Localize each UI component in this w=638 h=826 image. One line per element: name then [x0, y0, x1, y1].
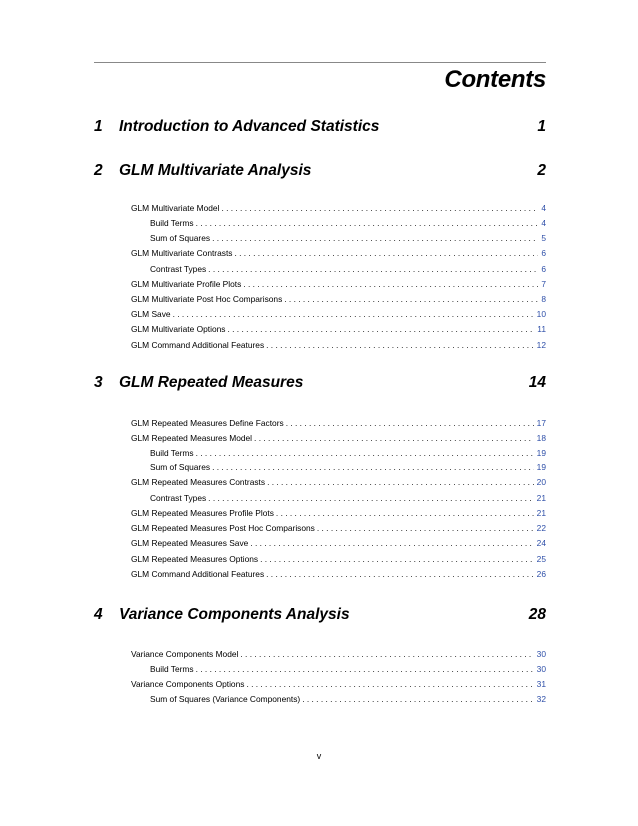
- toc-entry[interactable]: [131, 552, 546, 566]
- toc-entry[interactable]: [131, 246, 546, 260]
- toc-entry[interactable]: [150, 262, 546, 276]
- toc-entry-label: Contrast Types: [150, 264, 207, 274]
- toc-entry[interactable]: [150, 460, 546, 474]
- toc-entry[interactable]: [131, 567, 546, 581]
- page-title: Contents: [444, 66, 546, 93]
- toc-entry[interactable]: [150, 491, 546, 505]
- toc-entry-label: GLM Multivariate Model: [131, 203, 220, 213]
- chapter-number: 3: [94, 374, 103, 391]
- toc-entry-label: GLM Save: [131, 309, 171, 319]
- dot-leader: [267, 475, 534, 489]
- toc-entry-label: GLM Multivariate Contrasts: [131, 248, 233, 258]
- dot-leader: [276, 506, 534, 520]
- toc-entry[interactable]: [131, 536, 546, 550]
- chapter-1-heading[interactable]: [94, 118, 546, 138]
- dot-leader: [317, 521, 534, 535]
- toc-entry-label: GLM Repeated Measures Define Factors: [131, 418, 284, 428]
- chapter-number: 2: [94, 162, 103, 179]
- dot-leader: [196, 216, 539, 230]
- toc-entry[interactable]: [131, 322, 546, 336]
- toc-entry-label: GLM Repeated Measures Contrasts: [131, 477, 266, 487]
- toc-entry-label: GLM Repeated Measures Model: [131, 433, 253, 443]
- chapter-title: GLM Multivariate Analysis: [119, 162, 312, 179]
- toc-entry[interactable]: [131, 416, 546, 430]
- dot-leader: [260, 552, 534, 566]
- toc-entry-label: Contrast Types: [150, 493, 207, 503]
- chapter-page: 2: [537, 162, 546, 179]
- dot-leader: [196, 662, 534, 676]
- toc-entry[interactable]: [131, 475, 546, 489]
- toc-entry-page[interactable]: 10: [536, 309, 546, 319]
- dot-leader: [212, 231, 538, 245]
- toc-entry-page[interactable]: 17: [536, 418, 546, 428]
- dot-leader: [212, 460, 534, 474]
- toc-entry-label: GLM Command Additional Features: [131, 340, 265, 350]
- toc-entry[interactable]: [131, 277, 546, 291]
- toc-entry-label: GLM Command Additional Features: [131, 569, 265, 579]
- toc-entry[interactable]: [131, 506, 546, 520]
- chapter-4-heading[interactable]: [94, 606, 546, 626]
- dot-leader: [208, 262, 538, 276]
- page-number: v: [316, 751, 322, 761]
- toc-entry-label: GLM Repeated Measures Profile Plots: [131, 508, 274, 518]
- toc-entry-page[interactable]: 4: [541, 218, 546, 228]
- toc-entry-label: Variance Components Model: [131, 649, 239, 659]
- toc-entry-label: GLM Repeated Measures Post Hoc Comparisons: [131, 523, 315, 533]
- toc-entry-page[interactable]: 30: [536, 649, 546, 659]
- toc-entry-page[interactable]: 4: [541, 203, 546, 213]
- toc-entry[interactable]: [131, 338, 546, 352]
- dot-leader: [254, 431, 534, 445]
- toc-entry-label: Sum of Squares (Variance Components): [150, 694, 301, 704]
- chapter-page: 1: [537, 118, 546, 135]
- toc-entry[interactable]: [131, 521, 546, 535]
- dot-leader: [250, 536, 533, 550]
- chapter-2-heading[interactable]: [94, 162, 546, 182]
- chapter-title: Variance Components Analysis: [119, 606, 350, 623]
- toc-entry-page[interactable]: 20: [536, 477, 546, 487]
- header-rule: [94, 62, 546, 63]
- toc-entry-page[interactable]: 22: [536, 523, 546, 533]
- toc-entry[interactable]: [131, 647, 546, 661]
- toc-entry-page[interactable]: 12: [536, 340, 546, 350]
- toc-entry-page[interactable]: 8: [541, 294, 546, 304]
- toc-entry-page[interactable]: 24: [536, 538, 546, 548]
- toc-entry-label: GLM Repeated Measures Save: [131, 538, 249, 548]
- toc-entry[interactable]: [131, 292, 546, 306]
- chapter-3-heading[interactable]: [94, 374, 546, 394]
- chapter-number: 1: [94, 118, 103, 135]
- toc-entry-label: Variance Components Options: [131, 679, 245, 689]
- toc-entry-page[interactable]: 19: [536, 448, 546, 458]
- toc-entry-label: GLM Multivariate Options: [131, 324, 226, 334]
- toc-entry[interactable]: [150, 662, 546, 676]
- dot-leader: [243, 277, 538, 291]
- dot-leader: [266, 567, 534, 581]
- chapter-page: 28: [528, 606, 546, 623]
- dot-leader: [286, 416, 534, 430]
- toc-entry-page[interactable]: 11: [537, 324, 546, 334]
- toc-entry[interactable]: [131, 431, 546, 445]
- dot-leader: [196, 446, 534, 460]
- toc-entry-page[interactable]: 21: [536, 493, 546, 503]
- toc-entry-page[interactable]: 6: [541, 248, 546, 258]
- toc-entry[interactable]: [150, 692, 546, 706]
- dot-leader: [234, 246, 538, 260]
- chapter-number: 4: [94, 606, 103, 623]
- dot-leader: [302, 692, 533, 706]
- toc-entry-page[interactable]: 21: [536, 508, 546, 518]
- toc-entry[interactable]: [150, 231, 546, 245]
- toc-entry-page[interactable]: 5: [541, 233, 546, 243]
- toc-entry[interactable]: [150, 216, 546, 230]
- dot-leader: [246, 677, 533, 691]
- dot-leader: [221, 201, 538, 215]
- toc-entry-page[interactable]: 6: [541, 264, 546, 274]
- toc-entry[interactable]: [150, 446, 546, 460]
- chapter-page: 14: [528, 374, 546, 391]
- toc-entry[interactable]: [131, 201, 546, 215]
- toc-entry-label: GLM Multivariate Profile Plots: [131, 279, 242, 289]
- toc-entry-label: Sum of Squares: [150, 233, 211, 243]
- toc-entry-page[interactable]: 30: [536, 664, 546, 674]
- toc-entry-page[interactable]: 31: [536, 679, 546, 689]
- toc-entry-page[interactable]: 32: [536, 694, 546, 704]
- dot-leader: [240, 647, 533, 661]
- dot-leader: [173, 307, 534, 321]
- toc-entry-page[interactable]: 25: [536, 554, 546, 564]
- toc-entry-page[interactable]: 18: [536, 433, 546, 443]
- toc-entry-label: GLM Multivariate Post Hoc Comparisons: [131, 294, 283, 304]
- toc-entry[interactable]: [131, 307, 546, 321]
- dot-leader: [266, 338, 534, 352]
- toc-entry-label: Build Terms: [150, 664, 194, 674]
- dot-leader: [228, 322, 535, 336]
- dot-leader: [284, 292, 538, 306]
- toc-entry-page[interactable]: 26: [536, 569, 546, 579]
- dot-leader: [208, 491, 534, 505]
- toc-entry-label: Sum of Squares: [150, 462, 211, 472]
- toc-entry-page[interactable]: 19: [536, 462, 546, 472]
- toc-entry[interactable]: [131, 677, 546, 691]
- toc-entry-label: Build Terms: [150, 448, 194, 458]
- chapter-title: Introduction to Advanced Statistics: [119, 118, 380, 135]
- toc-entry-page[interactable]: 7: [541, 279, 546, 289]
- toc-entry-label: GLM Repeated Measures Options: [131, 554, 259, 564]
- chapter-title: GLM Repeated Measures: [119, 374, 304, 391]
- toc-entry-label: Build Terms: [150, 218, 194, 228]
